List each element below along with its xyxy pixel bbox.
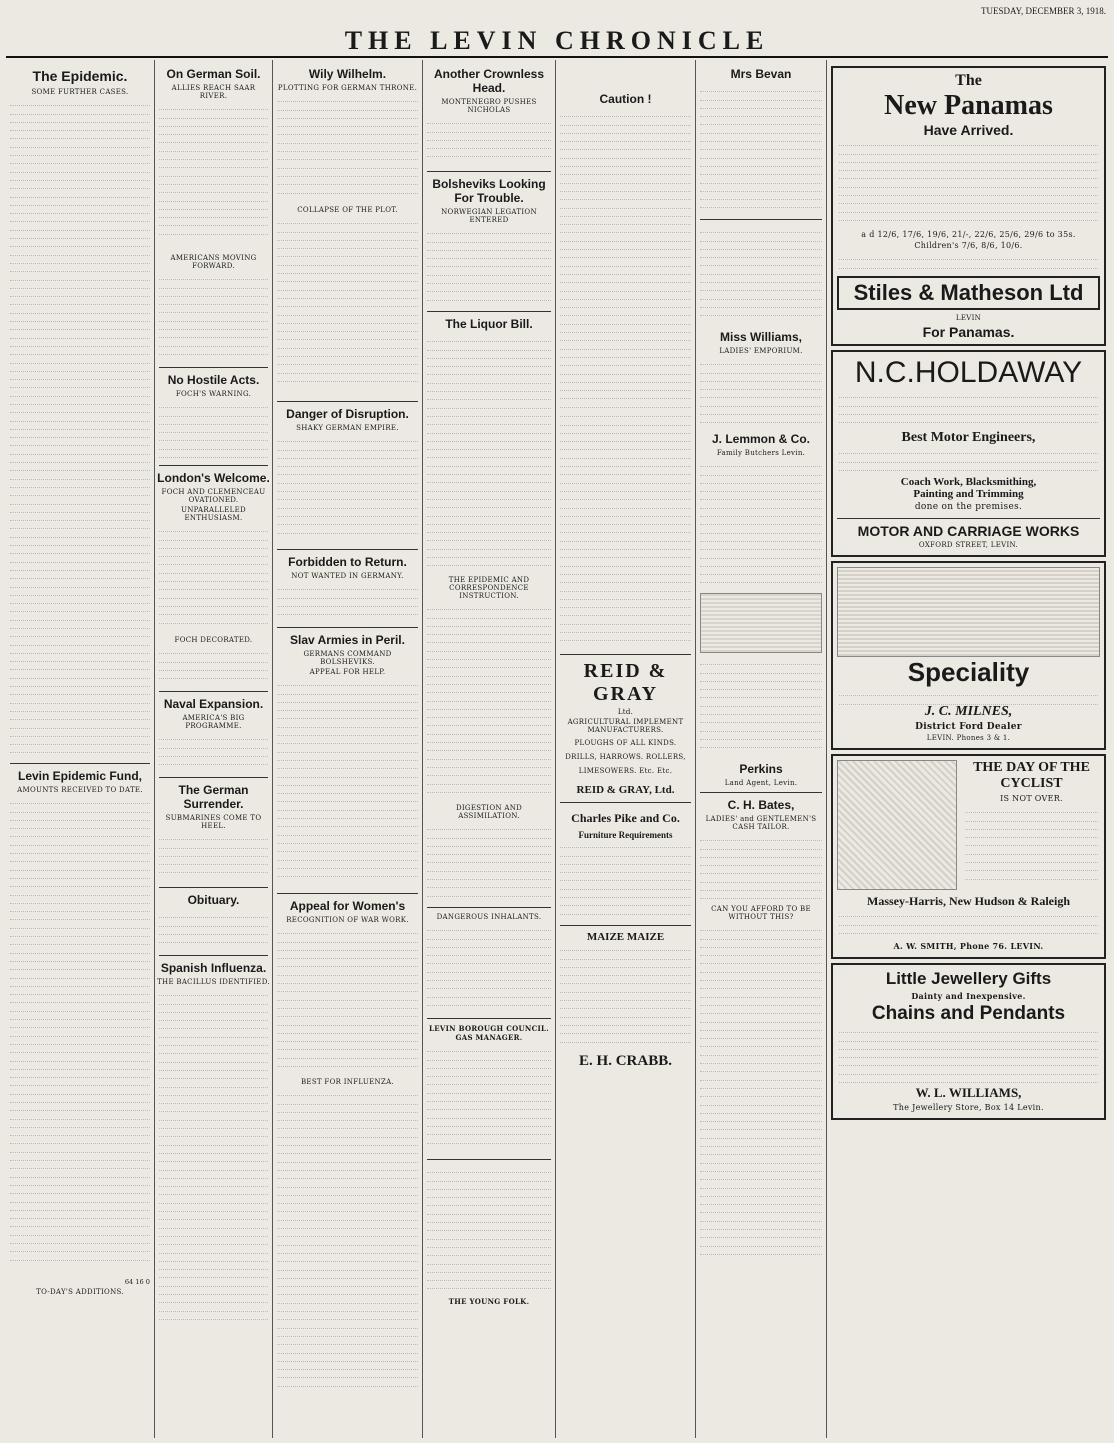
subhead: NOT WANTED IN GERMANY. [291, 572, 404, 580]
column-2 [157, 62, 270, 1436]
column-rule [695, 60, 696, 1438]
ad-lemmon: J. Lemmon & Co. [711, 432, 810, 446]
subhead: ALLIES REACH SAAR RIVER. [171, 84, 256, 100]
column-4 [425, 62, 553, 1436]
ad-stiles-town: LEVIN [955, 314, 982, 322]
masthead [0, 0, 1114, 58]
subhead: PLOTTING FOR GERMAN THRONE. [277, 84, 418, 92]
headline-women: Appeal for Women's [289, 899, 406, 913]
subhead: LEVIN BOROUGH COUNCIL. GAS MANAGER. [429, 1024, 549, 1042]
headline-epidemic: The Epidemic. [32, 68, 128, 84]
ad-motor-works: MOTOR AND CARRIAGE WORKS [837, 518, 1100, 539]
headline-fund: Levin Epidemic Fund, [17, 769, 142, 783]
ad-williams-sub: LADIES' EMPORIUM. [719, 347, 803, 355]
ad-massey: Massey-Harris, New Hudson & Raleigh [867, 894, 1070, 908]
headline-naval: Naval Expansion. [163, 697, 264, 711]
ad-milnes: J. C. MILNES, [924, 704, 1013, 719]
subhead: GERMANS COMMAND BOLSHEVIKS. [303, 650, 392, 666]
subhead: DIGESTION AND ASSIMILATION. [455, 804, 523, 820]
ad-cyclist [831, 754, 1106, 959]
ad-speciality: Speciality [907, 657, 1030, 687]
column-rule [826, 60, 827, 1438]
subhead: THE EPIDEMIC AND CORRESPONDENCE INSTRUCTION. [448, 576, 530, 600]
ad-bevan: Mrs Bevan [730, 67, 792, 81]
subhead: AMERICANS MOVING FORWARD. [170, 254, 257, 270]
ad-bates-sub: LADIES' and GENTLEMEN'S CASH TAILOR. [705, 815, 817, 831]
subhead: SUBMARINES COME TO HEEL. [165, 814, 262, 830]
ad-williams: Miss Williams, [720, 330, 802, 344]
masthead-rule [6, 56, 1108, 58]
headline-london: London's Welcome. [157, 471, 270, 485]
ad-perkins: Perkins [739, 762, 783, 776]
ad-panama-title: New Panamas [884, 90, 1053, 121]
fund-total: 64 16 0 [124, 1278, 150, 1286]
ad-stiles-matheson: Stiles & Matheson Ltd [837, 276, 1100, 310]
column-rule [154, 60, 155, 1438]
ad-cyclist-sub: IS NOT OVER. [1000, 794, 1063, 803]
ad-holdaway-title: N.C.HOLDAWAY [854, 356, 1083, 389]
ad-reid-sub: AGRICULTURAL IMPLEMENT MANUFACTURERS. [567, 718, 684, 734]
ad-cyclist-title: THE DAY OF THE CYCLIST [973, 760, 1090, 791]
ad-panama-the: The [955, 72, 982, 89]
headline-disruption: Danger of Disruption. [286, 407, 409, 421]
headline-surrender: The German Surrender. [178, 783, 249, 811]
ad-panama-children: Children's 7/6, 8/6, 10/6. [914, 241, 1023, 250]
ad-crabb: E. H. CRABB. [579, 1053, 672, 1069]
ad-holdaway-done: done on the premises. [914, 502, 1023, 512]
headline-slav: Slav Armies in Peril. [290, 633, 405, 647]
motor-car-illustration [700, 593, 822, 653]
subhead: THE BACILLUS IDENTIFIED. [157, 978, 270, 986]
headline-german-soil: On German Soil. [166, 67, 261, 81]
cyclist-illustration [837, 760, 957, 890]
subhead: FOCH DECORATED. [174, 636, 253, 644]
ad-ford [831, 561, 1106, 750]
ad-panama-prices: a d 12/6, 17/6, 19/6, 21/-, 22/6, 25/6, 29/6 to 35s. [861, 230, 1076, 239]
ad-milnes-town: LEVIN. Phones 3 & 1. [926, 734, 1011, 742]
ad-williams-sub: The Jewellery Store, Box 14 Levin. [893, 1103, 1044, 1112]
headline-obituary: Obituary. [187, 893, 240, 907]
column-6 [698, 62, 824, 1436]
column-rule [272, 60, 273, 1438]
headline-forbidden: Forbidden to Return. [288, 555, 407, 569]
headline-influenza: Spanish Influenza. [160, 961, 267, 975]
column-rule [422, 60, 423, 1438]
ad-bates-question: CAN YOU AFFORD TO BE WITHOUT THIS? [711, 905, 811, 921]
ad-motor-sub: OXFORD STREET, LEVIN. [918, 541, 1019, 549]
ad-pike: Charles Pike and Co. [571, 811, 680, 825]
ad-maize: MAIZE MAIZE [586, 931, 665, 943]
ad-lemmon-sub: Family Butchers Levin. [716, 449, 806, 457]
headline-crownless: Another Crownless Head. [433, 67, 544, 95]
subscription-list [8, 796, 152, 1276]
column-3 [275, 62, 420, 1436]
ad-reid-footer: REID & GRAY, Ltd. [576, 784, 675, 796]
ad-caution: Caution ! [599, 92, 652, 106]
subhead: RECOGNITION OF WAR WORK. [286, 916, 409, 924]
column-1 [8, 62, 152, 1436]
ad-holdaway-paint: Painting and Trimming [913, 488, 1024, 500]
ad-panamas [831, 66, 1106, 346]
newspaper-title: THE LEVIN CHRONICLE [344, 26, 770, 55]
ad-bates: C. H. Bates, [727, 798, 795, 812]
headline-wilhelm: Wily Wilhelm. [308, 67, 387, 81]
subhead: AMERICA'S BIG PROGRAMME. [182, 714, 245, 730]
ad-smith: A. W. SMITH, Phone 76. LEVIN. [893, 941, 1044, 951]
ad-stiles-sub: For Panamas. [922, 324, 1015, 340]
ad-reid-items: PLOUGHS OF ALL KINDS. DRILLS, HARROWS. ROLLERS, LIMESOWERS. Etc. Etc. [565, 739, 686, 775]
issue-date: TUESDAY, DECEMBER 3, 1918. [980, 6, 1106, 16]
ad-holdaway-best: Best Motor Engineers, [901, 430, 1036, 445]
subhead: UNPARALLELED ENTHUSIASM. [181, 506, 246, 522]
subhead: MONTENEGRO PUSHES NICHOLAS [441, 98, 537, 114]
column-5 [558, 62, 693, 1436]
ad-pike-sub: Furniture Requirements [578, 830, 673, 840]
subhead: NORWEGIAN LEGATION ENTERED [441, 208, 537, 224]
subhead: FOCH AND CLEMENCEAU OVATIONED. [161, 488, 266, 504]
ad-jewellery [831, 963, 1106, 1120]
subhead: FOCH'S WARNING. [175, 390, 252, 398]
ad-williams: W. L. WILLIAMS, [915, 1085, 1022, 1100]
article-body [8, 98, 152, 758]
subhead: APPEAL FOR HELP. [309, 668, 386, 676]
ad-perkins-sub: Land Agent, Levin. [724, 779, 798, 787]
ad-holdaway [831, 350, 1106, 557]
ford-car-illustration [837, 567, 1100, 657]
ad-panama-sub: Have Arrived. [923, 122, 1014, 138]
column-rule [555, 60, 556, 1438]
headline-liquor: The Liquor Bill. [445, 317, 533, 331]
headline-hostile: No Hostile Acts. [167, 373, 260, 387]
ad-jewellery-sub: Dainty and Inexpensive. [911, 991, 1026, 1001]
subhead: SOME FURTHER CASES. [31, 88, 129, 96]
subhead: COLLAPSE OF THE PLOT. [297, 206, 398, 214]
ad-jewellery-title: Little Jewellery Gifts [885, 969, 1052, 988]
subhead: TO-DAY'S ADDITIONS. [36, 1288, 124, 1297]
ad-chains: Chains and Pendants [871, 1003, 1066, 1024]
subhead: SHAKY GERMAN EMPIRE. [296, 424, 399, 432]
ad-young-folk: THE YOUNG FOLK. [448, 1297, 530, 1306]
ad-reid-ltd: Ltd. [617, 708, 634, 716]
headline-bolsheviks: Bolsheviks Looking For Trouble. [432, 177, 546, 205]
ad-reid-gray: REID & GRAY [583, 660, 668, 705]
ad-milnes-sub: District Ford Dealer [915, 722, 1022, 732]
subhead: DANGEROUS INHALANTS. [436, 913, 542, 921]
ad-holdaway-coach: Coach Work, Blacksmithing, [900, 476, 1037, 488]
subhead: AMOUNTS RECEIVED TO DATE. [17, 786, 143, 794]
column-7 [829, 62, 1108, 1436]
subhead: BEST FOR INFLUENZA. [300, 1078, 395, 1086]
